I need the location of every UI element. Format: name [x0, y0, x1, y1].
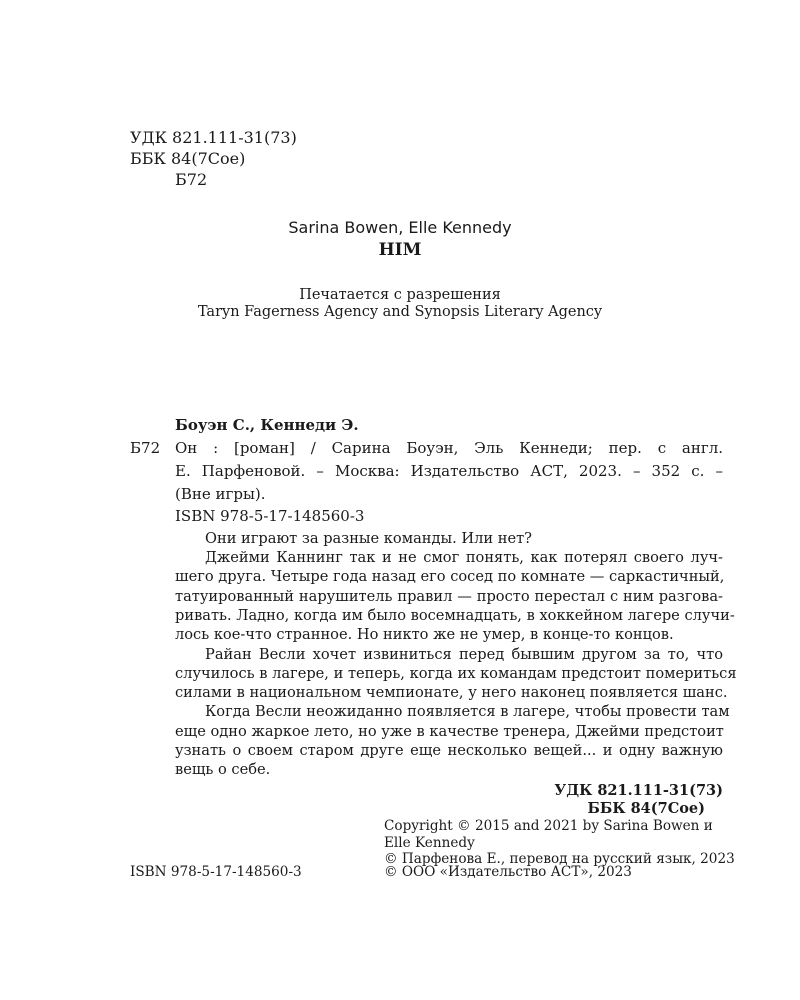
card-line-2: Е. Парфеновой. – Москва: Издательство АСТ, 2023. – 352 с. –	[175, 462, 723, 480]
annotation-line: еще одно жаркое лето, но уже в качестве тренера, Джейми предстоит	[175, 723, 724, 740]
annotation-line: Джейми Каннинг так и не смог понять, как потерял своего луч-	[205, 549, 723, 566]
bottom-bbk-code: ББК 84(7Сое)	[587, 800, 705, 817]
copyright-line: Copyright © 2015 and 2021 by Sarina Bowen и	[384, 818, 713, 834]
permission-line-2: Taryn Fagerness Agency and Synopsis Literary Agency	[197, 304, 603, 320]
card-mark: Б72	[130, 439, 161, 457]
original-title: HIM	[378, 240, 422, 260]
footer-isbn: ISBN 978-5-17-148560-3	[130, 864, 302, 880]
annotation-line: Они играют за разные команды. Или нет?	[205, 530, 532, 547]
bottom-udk-code: УДК 821.111-31(73)	[554, 782, 723, 799]
annotation-line: узнать о своем старом друге еще несколько вещей... и одну важную	[175, 742, 723, 759]
copyright-line: © Парфенова Е., перевод на русский язык, 2023	[384, 851, 735, 867]
annotation-line: Райан Весли хочет извиниться перед бывшим другом за то, что	[205, 646, 723, 663]
card-line-3: (Вне игры).	[175, 485, 266, 503]
annotation-line: ривать. Ладно, когда им было восемнадцать, в хоккейном лагере случи-	[175, 607, 735, 624]
permission-line-1: Печатается с разрешения	[299, 287, 501, 303]
annotation-line: Когда Весли неожиданно появляется в лагере, чтобы провести там	[205, 703, 730, 720]
annotation-line: силами в национальном чемпионате, у него наконец появляется шанс.	[175, 684, 728, 701]
original-authors: Sarina Bowen, Elle Kennedy	[288, 218, 512, 237]
annotation-line: лось кое-что странное. Но никто же не умер, в конце-то концов.	[175, 626, 674, 643]
card-line-1: Он : [роман] / Сарина Боуэн, Эль Кеннеди; пер. с англ.	[175, 439, 723, 457]
annotation-line: шего друга. Четыре года назад его сосед по комнате — саркастичный,	[175, 568, 725, 585]
annotation-line: татуированный нарушитель правил — просто перестал с ним разгова-	[175, 588, 723, 605]
copyright-line: Elle Kennedy	[384, 835, 475, 851]
card-isbn: ISBN 978-5-17-148560-3	[175, 507, 365, 525]
udk-code: УДК 821.111-31(73)	[130, 128, 297, 147]
card-heading: Боуэн С., Кеннеди Э.	[175, 416, 359, 434]
annotation-line: случилось в лагере, и теперь, когда их командам предстоит помериться	[175, 665, 737, 682]
copyright-line: © ООО «Издательство АСТ», 2023	[384, 864, 632, 880]
annotation-line: вещь о себе.	[175, 761, 271, 778]
author-mark: Б72	[175, 170, 208, 189]
bbk-code: ББК 84(7Сое)	[130, 149, 246, 168]
